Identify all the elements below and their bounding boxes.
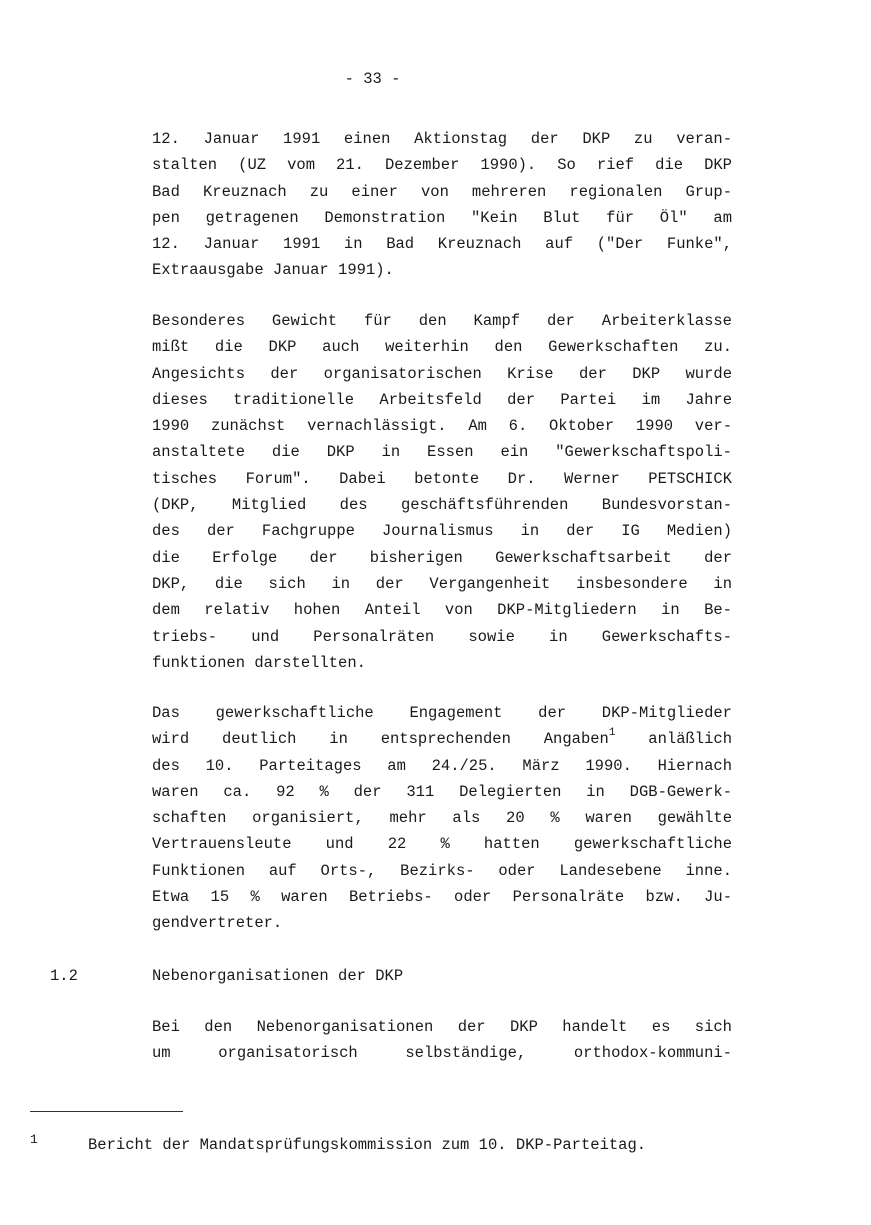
footnote-text: Bericht der Mandatsprüfungskommission zum 10. DKP-Parteitag. — [88, 1136, 647, 1154]
text-line: des 10. Parteitages am 24./25. März 1990. Hiernach — [152, 756, 732, 775]
section-paragraph — [152, 1014, 732, 1067]
paragraph-2 — [152, 308, 732, 676]
footnote-divider — [30, 1111, 183, 1112]
text-line: Besonderes Gewicht für den Kampf der Arbeiterklasse — [152, 312, 732, 330]
text-line: waren ca. 92 % der 311 Delegierten in DGB-Gewerk- — [152, 782, 732, 801]
paragraph-3 — [152, 700, 732, 937]
text-fragment: wird deutlich in entsprechenden Angaben — [152, 730, 609, 749]
text-line: Bei den Nebenorganisationen der DKP handelt es sich — [152, 1018, 732, 1036]
text-line: Extraausgabe Januar 1991). — [152, 261, 394, 280]
text-line: um organisatorisch selbständige, orthodox-kommuni- — [152, 1044, 732, 1063]
text-line: 12. Januar 1991 einen Aktionstag der DKP zu veran- — [152, 130, 732, 148]
paragraph-1 — [152, 126, 732, 284]
text-line: gendvertreter. — [152, 914, 283, 933]
text-line: Das gewerkschaftliche Engagement der DKP-Mitglieder — [152, 704, 732, 722]
text-line: funktionen darstellten. — [152, 653, 366, 672]
text-line: schaften organisiert, mehr als 20 % waren gewählte — [152, 809, 732, 828]
section-number: 1.2 — [50, 967, 78, 985]
text-line: triebs- und Personalräten sowie in Gewerkschafts- — [152, 627, 732, 646]
text-line: Etwa 15 % waren Betriebs- oder Personalräte bzw. Ju- — [152, 888, 732, 907]
text-line: DKP, die sich in der Vergangenheit insbesondere in — [152, 574, 732, 593]
text-fragment: anläßlich — [615, 730, 733, 749]
text-line: anstaltete die DKP in Essen ein "Gewerkschaftspoli- — [152, 443, 732, 462]
text-line: 12. Januar 1991 in Bad Kreuznach auf ("Der Funke", — [152, 235, 732, 254]
text-line: Angesichts der organisatorischen Krise der DKP wurde — [152, 364, 732, 383]
text-line: Bad Kreuznach zu einer von mehreren regionalen Grup- — [152, 182, 732, 201]
text-line: Vertrauensleute und 22 % hatten gewerkschaftliche — [152, 835, 732, 854]
text-line: dem relativ hohen Anteil von DKP-Mitgliedern in Be- — [152, 601, 732, 620]
text-line: dieses traditionelle Arbeitsfeld der Partei im Jahre — [152, 390, 732, 409]
text-line: (DKP, Mitglied des geschäftsführenden Bundesvorstan- — [152, 496, 732, 515]
section-title: Nebenorganisationen der DKP — [152, 967, 404, 985]
footnote-reference[interactable]: 1 — [608, 727, 616, 740]
text-line: tisches Forum". Dabei betonte Dr. Werner PETSCHICK — [152, 469, 732, 488]
page-number: - 33 - — [344, 70, 401, 88]
text-line: mißt die DKP auch weiterhin den Gewerkschaften zu. — [152, 338, 732, 357]
text-line: die Erfolge der bisherigen Gewerkschaftsarbeit der — [152, 548, 732, 567]
text-line: 1990 zunächst vernachlässigt. Am 6. Oktober 1990 ver- — [152, 417, 732, 436]
text-line: pen getragenen Demonstration "Kein Blut für Öl" am — [152, 208, 732, 227]
text-line — [152, 726, 732, 752]
text-line: stalten (UZ vom 21. Dezember 1990). So rief die DKP — [152, 156, 732, 175]
footnote-marker: 1 — [30, 1132, 38, 1147]
text-line: Funktionen auf Orts-, Bezirks- oder Landesebene inne. — [152, 861, 732, 880]
text-line: des der Fachgruppe Journalismus in der IG Medien) — [152, 522, 732, 541]
